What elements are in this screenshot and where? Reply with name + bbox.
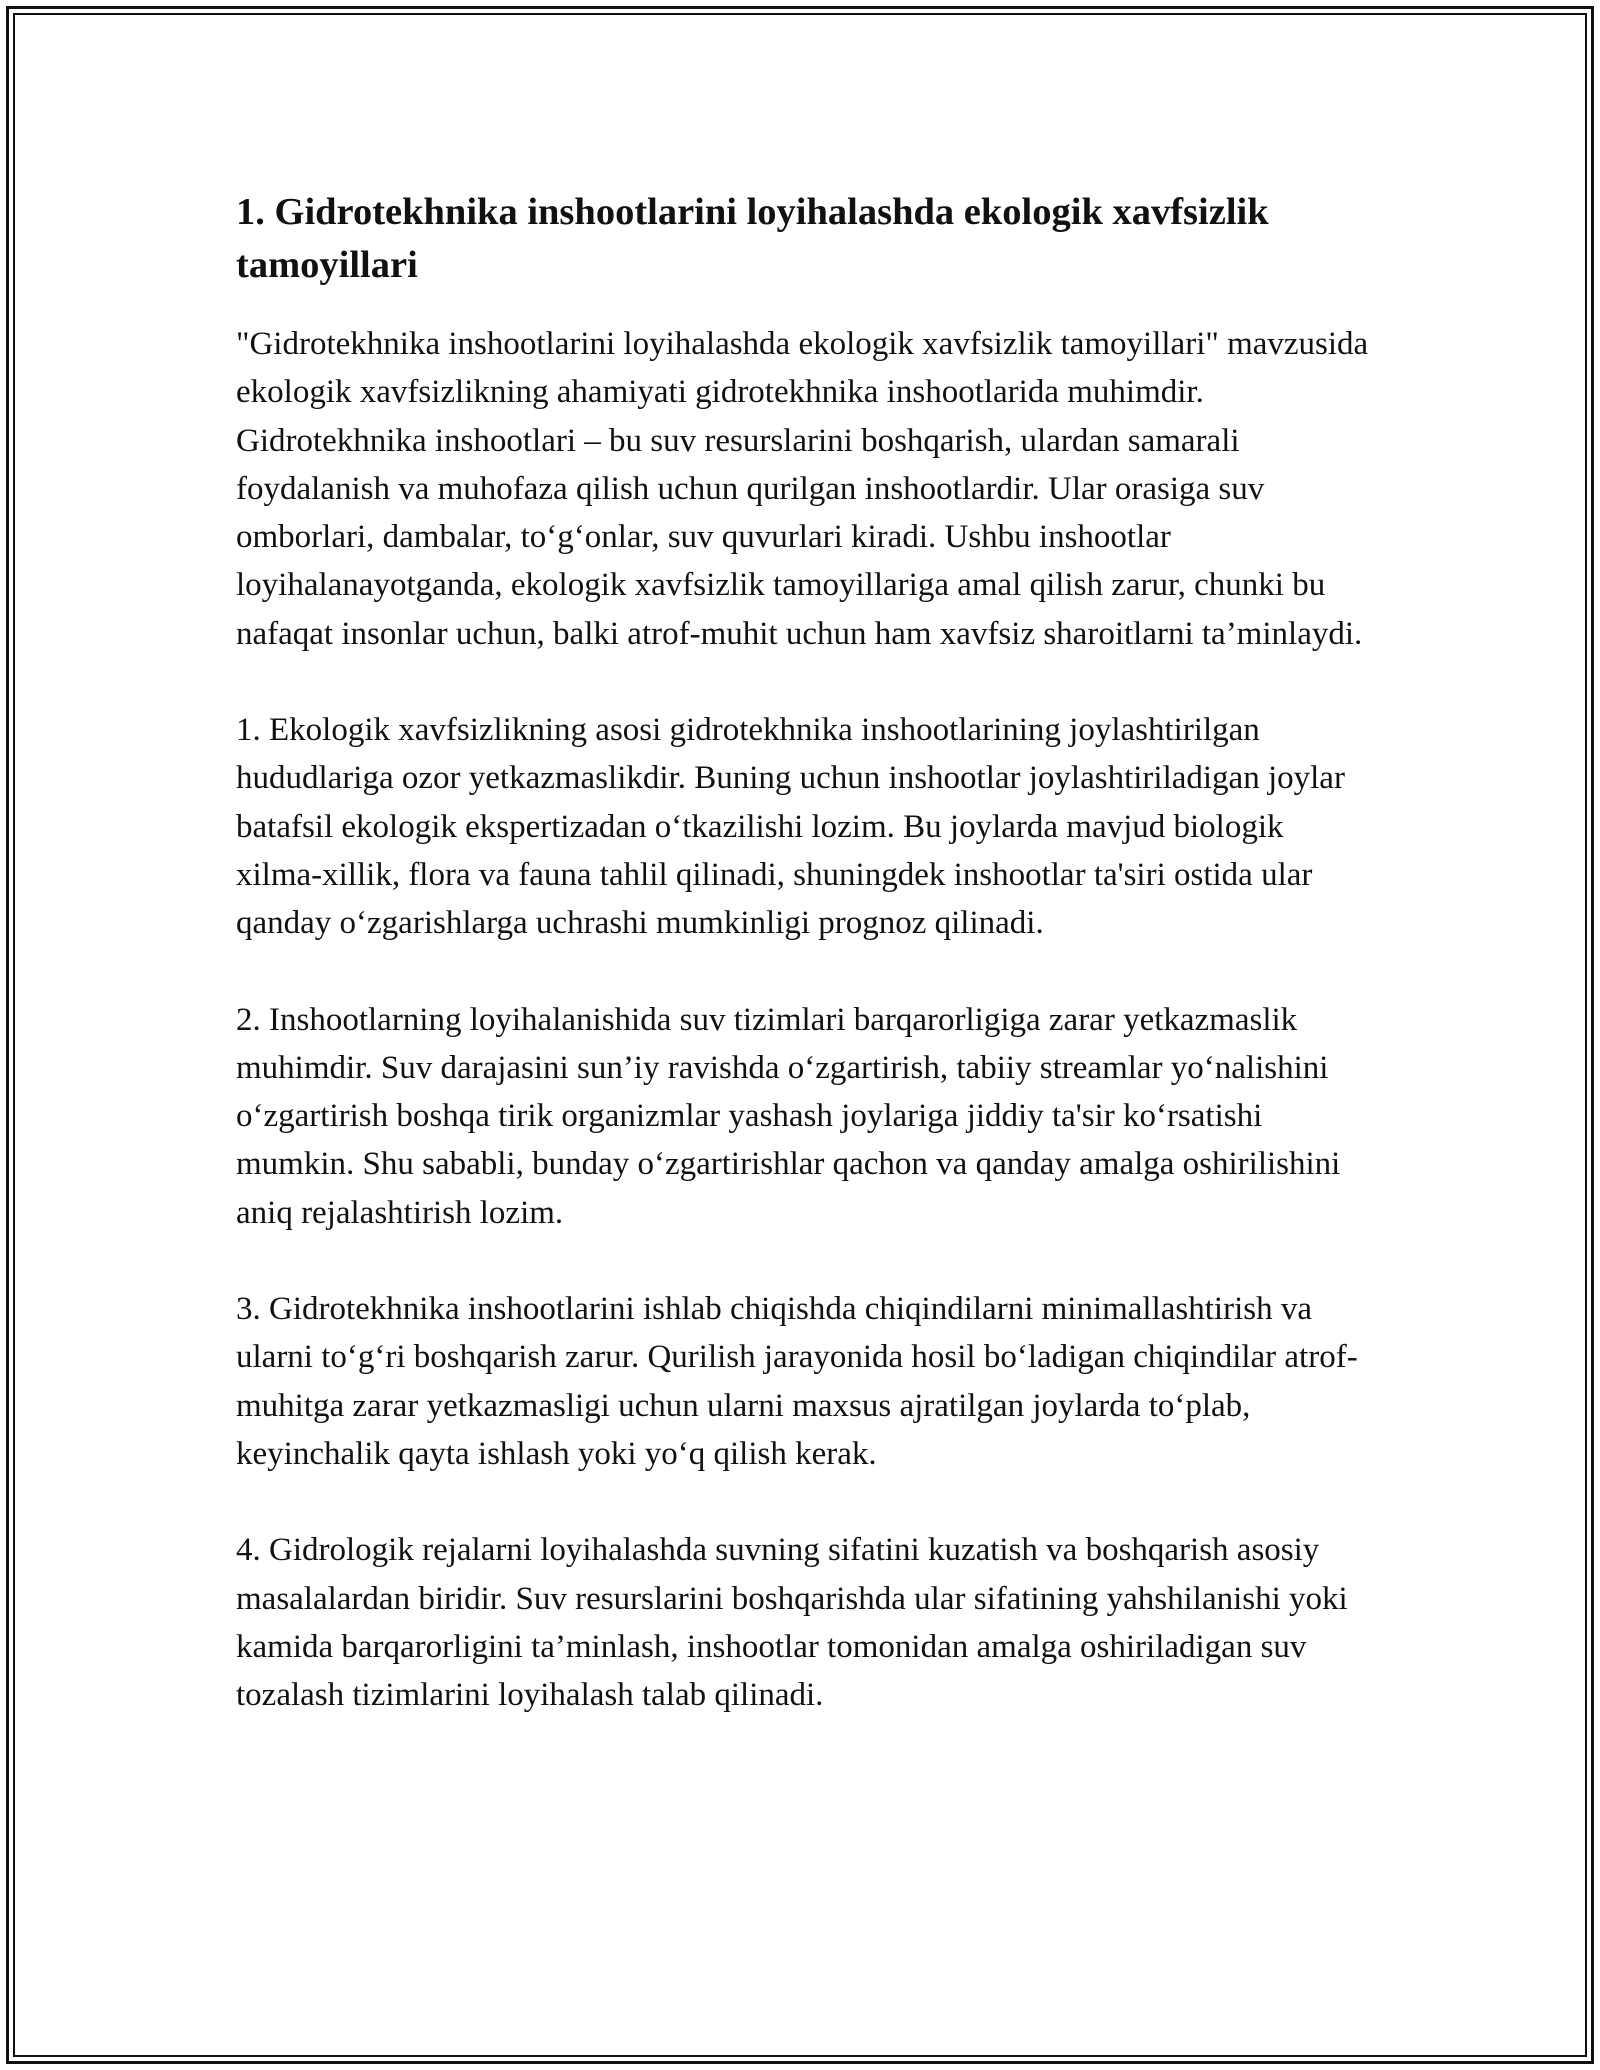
document-body (236, 186, 1376, 1767)
paragraph-4: 4. Gidrologik rejalarni loyihalashda suvning sifatini kuzatish va boshqarish asosiy masalalardan biridir. Suv resurslarini boshqarishda ular sifatining yahshilanishi yoki kamida barqarorligini ta’minlash, inshootlar tomonidan amalga oshiriladigan suv tozalash tizimlarini loyihalash talab qilinadi. (236, 1532, 1348, 1714)
paragraph-3: 3. Gidrotekhnika inshootlarini ishlab chiqishda chiqindilarni minimallashtirish va ularni to‘g‘ri boshqarish zarur. Qurilish jarayonida hosil bo‘ladigan chiqindilar atrof-muhitga zarar yetkazmasligi uchun ularni maxsus ajratilgan joylarda to‘plab, keyinchalik qayta ishlash yoki yo‘q qilish kerak. (236, 1291, 1358, 1472)
document-title: 1. Gidrotekhnika inshootlarini loyihalashda ekologik xavfsizlik tamoyillari (236, 191, 1269, 286)
paragraph-1: 1. Ekologik xavfsizlikning asosi gidrotekhnika inshootlarining joylashtirilgan hududlariga ozor yetkazmaslikdir. Buning uchun inshootlar joylashtiriladigan joylar batafsil ekologik ekspertizadan o‘tkazilishi lozim. Bu joylarda mavjud biologik xilma-xillik, flora va fauna tahlil qilinadi, shuningdek inshootlar ta'siri ostida ular qanday o‘zgarishlarga uchrashi mumkinligi prognoz qilinadi. (236, 712, 1345, 942)
paragraph-2: 2. Inshootlarning loyihalanishida suv tizimlari barqarorligiga zarar yetkazmaslik muhimdir. Suv darajasini sun’iy ravishda o‘zgartirish, tabiiy streamlar yo‘nalishini o‘zgartirish boshqa tirik organizmlar yashash joylariga jiddiy ta'sir ko‘rsatishi mumkin. Shu sababli, bunday o‘zgartirishlar qachon va qanday amalga oshirilishini aniq rejalashtirish lozim. (236, 1001, 1341, 1231)
intro-paragraph: "Gidrotekhnika inshootlarini loyihalashda ekologik xavfsizlik tamoyillari" mavzusida ekologik xavfsizlikning ahamiyati gidrotekhnika inshootlarida muhimdir. Gidrotekhnika inshootlari – bu suv resurslarini boshqarish, ulardan samarali foydalanish va muhofaza qilish uchun qurilgan inshootlardir. Ular orasiga suv omborlari, dambalar, to‘g‘onlar, suv quvurlari kiradi. Ushbu inshootlar loyihalanayotganda, ekologik xavfsizlik tamoyillariga amal qilish zarur, chunki bu nafaqat insonlar uchun, balki atrof-muhit uchun ham xavfsiz sharoitlarni ta’minlaydi. (236, 326, 1369, 652)
